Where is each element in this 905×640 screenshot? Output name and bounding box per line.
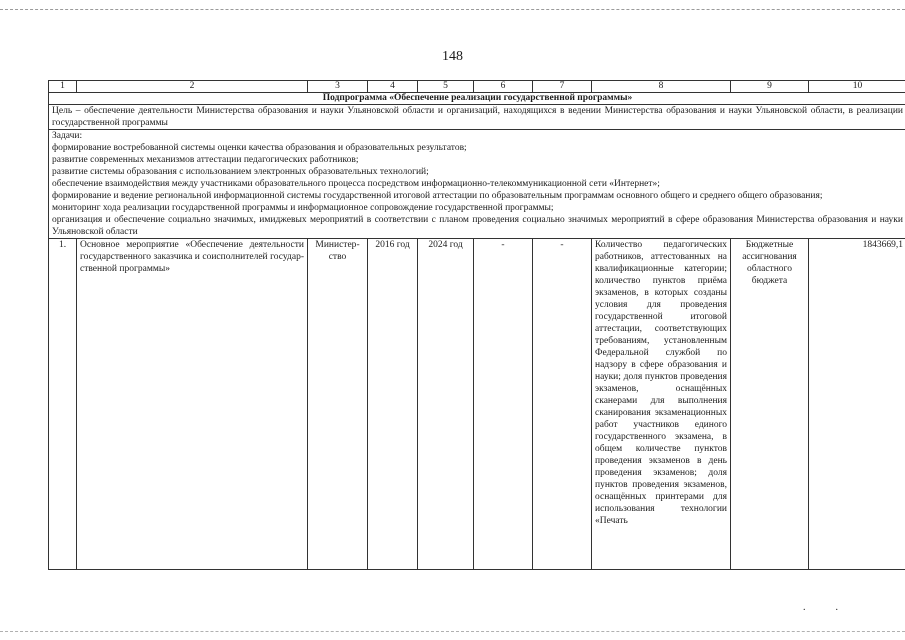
subprogram-title: Подпрограмма «Обеспечение реализации государственной программы» (49, 93, 905, 105)
goal-row (49, 105, 905, 130)
scan-edge-bottom (0, 631, 905, 632)
column-number: 5 (418, 81, 474, 93)
page-number: 148 (442, 49, 463, 64)
task-item: организация и обеспечение социально значимых, имиджевых мероприятий в соответствии с планом проведения социально значимых мероприятий в сфере образования Министерства образования и науки Ульяновской области (52, 215, 903, 237)
task-item: развитие системы образования с использованием электронных образовательных технологий; (52, 167, 429, 177)
start-year: 2016 год (368, 239, 418, 570)
table-row (49, 239, 905, 570)
column-number: 10 (809, 81, 905, 93)
scan-edge-top (0, 9, 905, 10)
tasks-heading: Задачи: (52, 131, 83, 141)
column-number: 8 (592, 81, 731, 93)
column-number: 4 (368, 81, 418, 93)
funding-source: Бюджетные ассигнования областного бюджета (731, 239, 809, 570)
task-item: развитие современных механизмов аттестации педагогических работников; (52, 155, 359, 165)
program-table (48, 80, 905, 570)
scan-specks: .. (803, 602, 868, 613)
column-7-value: - (533, 239, 592, 570)
task-item: формирование и ведение региональной информационной системы государственной итоговой аттестации по образовательным программам основного общего и среднего общего образования; (52, 191, 823, 201)
column-number: 6 (474, 81, 533, 93)
tasks-row (49, 130, 905, 239)
column-number: 9 (731, 81, 809, 93)
task-item: мониторинг хода реализации государственной программы и информационное сопровождение государственной программы; (52, 203, 554, 213)
column-number: 3 (308, 81, 368, 93)
column-6-value: - (474, 239, 533, 570)
goal-text: Цель – обеспечение деятельности Министерства образования и науки Ульяновской области и организаций, находящихся в ведении Министерства образования и науки Ульяновской области, в реализации государственной программы (49, 105, 905, 130)
subprogram-row (49, 93, 905, 105)
tasks-cell (49, 130, 905, 239)
column-number-row (49, 81, 905, 93)
executor: Министерство (308, 239, 368, 570)
end-year: 2024 год (418, 239, 474, 570)
task-item: обеспечение взаимодействия между участниками образовательного процесса посредством информационно-телекоммуникационной сети «Интернет»; (52, 179, 660, 189)
column-number: 2 (77, 81, 308, 93)
funding-amount: 1843669,1 (809, 239, 905, 570)
column-number: 1 (49, 81, 77, 93)
task-item: формирование востребованной системы оценки качества образования и образовательных результатов; (52, 143, 467, 153)
measure-name: Основное мероприятие «Обеспечение деятельности государственного заказчика и соисполнителей государственной программы» (77, 239, 308, 570)
column-number: 7 (533, 81, 592, 93)
row-number: 1. (49, 239, 77, 570)
indicators-text: Количество педагогических работников, аттестованных на квалификационные категории; количество пунктов приёма экзаменов, в которых созданы условия для проведения государственной итоговой аттестации, соответствующих требованиям, установленным Федеральной службой по надзору в сфере образования и науки; доля пунктов проведения экзаменов, оснащённых сканерами для выполнения сканирования экзаменационных работ участников единого государственного экзамена, в общем количестве пунктов проведения экзаменов в день проведения экзаменов; доля пунктов проведения экзаменов, оснащённых принтерами для использования технологии «Печать (592, 239, 731, 570)
